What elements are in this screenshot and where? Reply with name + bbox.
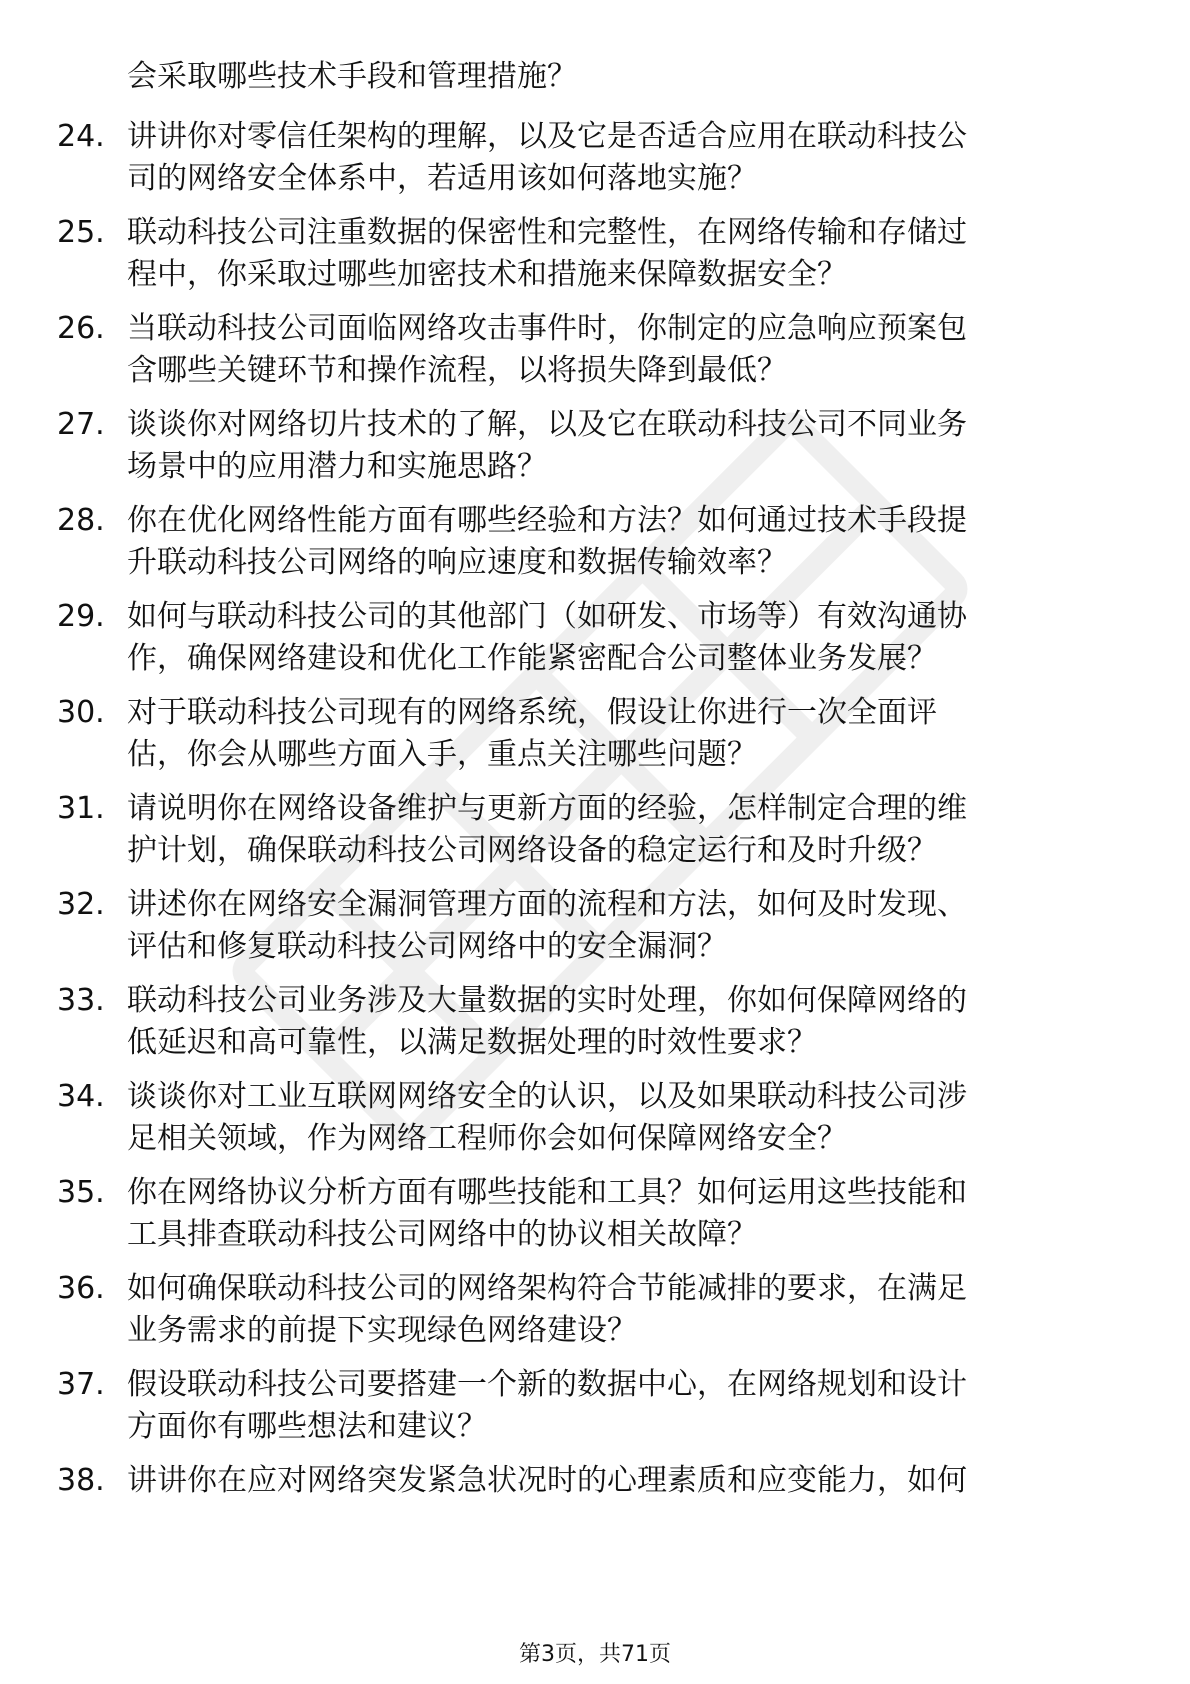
question-text-line: 司的网络安全体系中，若适用该如何落地实施？ (127, 161, 757, 196)
question-text-line: 联动科技公司业务涉及大量数据的实时处理，你如何保障网络的 (127, 983, 967, 1018)
question-text-line: 含哪些关键环节和操作流程，以将损失降到最低？ (127, 353, 787, 388)
question-number: 29. (57, 599, 105, 634)
question-number: 27. (57, 407, 105, 442)
question-text-line: 估，你会从哪些方面入手，重点关注哪些问题？ (127, 737, 757, 772)
question-text-line: 作，确保网络建设和优化工作能紧密配合公司整体业务发展？ (127, 641, 937, 676)
question-text-line: 工具排查联动科技公司网络中的协议相关故障？ (127, 1217, 757, 1252)
question-number: 36. (57, 1271, 105, 1306)
question-number: 38. (57, 1463, 105, 1498)
question-text-line: 谈谈你对工业互联网网络安全的认识，以及如果联动科技公司涉 (127, 1079, 967, 1114)
question-text-line: 当联动科技公司面临网络攻击事件时，你制定的应急响应预案包 (127, 311, 967, 346)
question-text-line: 请说明你在网络设备维护与更新方面的经验，怎样制定合理的维 (127, 791, 967, 826)
question-text-line: 护计划，确保联动科技公司网络设备的稳定运行和及时升级？ (127, 833, 937, 868)
question-number: 28. (57, 503, 105, 538)
page-footer: 第3页，共71页 (519, 1642, 671, 1667)
question-text-line: 如何与联动科技公司的其他部门（如研发、市场等）有效沟通协 (127, 599, 967, 634)
question-text-line: 升联动科技公司网络的响应速度和数据传输效率？ (127, 545, 787, 580)
question-number: 24. (57, 119, 105, 154)
continuation-line: 会采取哪些技术手段和管理措施？ (127, 59, 577, 94)
question-text-line: 你在网络协议分析方面有哪些技能和工具？如何运用这些技能和 (127, 1175, 967, 1210)
question-text-line: 评估和修复联动科技公司网络中的安全漏洞？ (127, 929, 727, 964)
question-text-line: 足相关领域，作为网络工程师你会如何保障网络安全？ (127, 1121, 847, 1156)
question-text-line: 低延迟和高可靠性，以满足数据处理的时效性要求？ (127, 1025, 817, 1060)
question-number: 37. (57, 1367, 105, 1402)
question-text-line: 你在优化网络性能方面有哪些经验和方法？如何通过技术手段提 (127, 503, 967, 538)
question-number: 30. (57, 695, 105, 730)
question-number: 35. (57, 1175, 105, 1210)
question-text-line: 程中，你采取过哪些加密技术和措施来保障数据安全？ (127, 257, 847, 292)
question-number: 34. (57, 1079, 105, 1114)
question-number: 31. (57, 791, 105, 826)
question-text-line: 讲讲你对零信任架构的理解，以及它是否适合应用在联动科技公 (127, 119, 967, 154)
question-text-line: 谈谈你对网络切片技术的了解，以及它在联动科技公司不同业务 (127, 407, 967, 442)
question-number: 33. (57, 983, 105, 1018)
question-number: 25. (57, 215, 105, 250)
question-text-line: 业务需求的前提下实现绿色网络建设？ (127, 1313, 637, 1348)
question-text-line: 讲讲你在应对网络突发紧急状况时的心理素质和应变能力，如何 (127, 1463, 967, 1498)
question-text-line: 联动科技公司注重数据的保密性和完整性，在网络传输和存储过 (127, 215, 967, 250)
question-text-line: 场景中的应用潜力和实施思路？ (127, 449, 547, 484)
question-text-line: 讲述你在网络安全漏洞管理方面的流程和方法，如何及时发现、 (127, 887, 967, 922)
question-text-line: 假设联动科技公司要搭建一个新的数据中心，在网络规划和设计 (127, 1367, 967, 1402)
question-text-line: 如何确保联动科技公司的网络架构符合节能减排的要求，在满足 (127, 1271, 967, 1306)
question-number: 26. (57, 311, 105, 346)
question-text-line: 方面你有哪些想法和建议？ (127, 1409, 487, 1444)
question-text-line: 对于联动科技公司现有的网络系统，假设让你进行一次全面评 (127, 695, 937, 730)
question-number: 32. (57, 887, 105, 922)
